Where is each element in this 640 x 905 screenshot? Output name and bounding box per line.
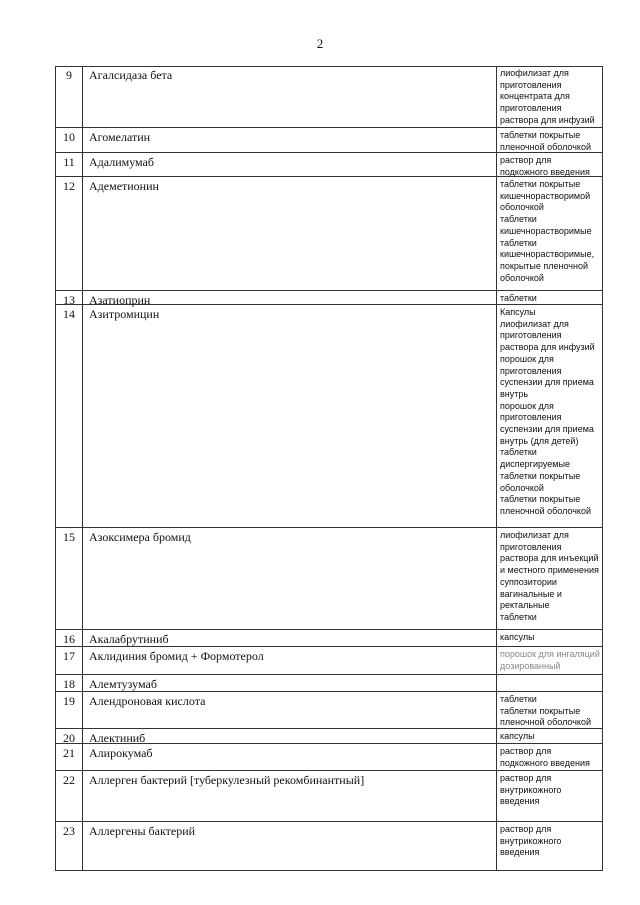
dosage-form-line: ректальные [500, 600, 550, 611]
drug-name: Азатиоприн [82, 291, 496, 304]
dosage-form-line: покрытые пленочной [500, 260, 588, 271]
dosage-forms [496, 128, 603, 152]
drug-name: Адалимумаб [82, 153, 496, 176]
dosage-forms [496, 528, 603, 629]
dosage-forms [496, 771, 603, 821]
dosage-form-line: внутрь (для детей) [500, 435, 579, 446]
drug-name: Аллерген бактерий [туберкулезный рекомбинантный] [82, 771, 496, 821]
dosage-form-line: суспензии для приема [500, 377, 594, 388]
table-row [55, 66, 603, 128]
dosage-form-line: таблетки [500, 293, 537, 303]
row-number: 10 [55, 128, 82, 152]
dosage-form-line: введения [500, 796, 540, 807]
dosage-form-line: и местного применения [500, 565, 599, 576]
table-row [55, 822, 603, 871]
dosage-form-line: пленочной оболочкой [500, 717, 591, 728]
table-row [55, 771, 603, 822]
dosage-form-line: введения [500, 847, 540, 858]
drug-name: Адеметионин [82, 177, 496, 290]
drug-name: Алектиниб [82, 729, 496, 743]
dosage-form-line: концентрата для [500, 91, 570, 102]
dosage-form-line: раствор для [500, 773, 552, 783]
dosage-forms [496, 630, 603, 646]
row-number: 16 [55, 630, 82, 646]
dosage-form-line: лиофилизат для [500, 530, 569, 540]
row-number: 17 [55, 647, 82, 674]
dosage-form-line: Капсулы [500, 307, 536, 317]
dosage-form-line: диспергируемые [500, 459, 570, 470]
dosage-form-line: таблетки [500, 694, 537, 704]
table-row [55, 528, 603, 630]
table-row [55, 647, 603, 675]
dosage-form-line: капсулы [500, 632, 535, 642]
dosage-form-line: раствор для [500, 824, 552, 834]
dosage-form-line: внутрикожного [500, 835, 562, 846]
dosage-form-line: приготовления [500, 541, 562, 552]
row-number: 15 [55, 528, 82, 629]
dosage-form-line: оболочкой [500, 272, 544, 283]
drug-name: Акалабрутиниб [82, 630, 496, 646]
dosage-form-line: раствора для инъекций [500, 553, 599, 564]
dosage-form-line: суспензии для приема [500, 424, 594, 435]
row-number: 19 [55, 692, 82, 728]
dosage-forms [496, 744, 603, 770]
dosage-form-line: порошок для [500, 400, 554, 411]
dosage-form-line: оболочкой [500, 202, 544, 213]
row-number: 21 [55, 744, 82, 770]
dosage-form-line: капсулы [500, 731, 535, 741]
dosage-forms [496, 729, 603, 743]
dosage-form-line: раствор для [500, 746, 552, 756]
drug-name: Азоксимера бромид [82, 528, 496, 629]
dosage-form-line: приготовления [500, 365, 562, 376]
dosage-forms [496, 305, 603, 527]
dosage-form-line: дозированный [500, 660, 561, 671]
dosage-form-line: внутрикожного [500, 784, 562, 795]
table-row [55, 128, 603, 153]
dosage-forms [496, 822, 603, 870]
row-number: 14 [55, 305, 82, 527]
table-row [55, 305, 603, 528]
row-number: 20 [55, 729, 82, 743]
drug-name: Алемтузумаб [82, 675, 496, 691]
dosage-form-line: раствора для инфузий [500, 114, 595, 125]
row-number: 11 [55, 153, 82, 176]
table-row [55, 153, 603, 177]
dosage-form-line: таблетки покрытые [500, 470, 581, 481]
dosage-form-line: таблетки покрытые [500, 705, 581, 716]
dosage-form-line: вагинальные и [500, 588, 562, 599]
table-row [55, 675, 603, 692]
dosage-form-line: таблетки покрытые [500, 130, 581, 140]
row-number: 12 [55, 177, 82, 290]
table-row [55, 744, 603, 771]
row-number: 18 [55, 675, 82, 691]
dosage-form-line: приготовления [500, 79, 562, 90]
dosage-form-line: таблетки [500, 237, 537, 248]
dosage-form-line: оболочкой [500, 482, 544, 493]
dosage-form-line: кишечнорастворимой [500, 190, 591, 201]
dosage-forms [496, 647, 603, 674]
dosage-form-line: таблетки покрытые [500, 494, 581, 505]
dosage-form-line: приготовления [500, 330, 562, 341]
drug-name: Аллергены бактерий [82, 822, 496, 870]
dosage-form-line: подкожного введения [500, 757, 590, 768]
dosage-form-line: раствор для [500, 155, 552, 165]
page-number: 2 [316, 36, 324, 51]
drug-name: Агомелатин [82, 128, 496, 152]
drug-name: Алендроновая кислота [82, 692, 496, 728]
row-number: 13 [55, 291, 82, 304]
dosage-form-line: кишечнорастворимые, [500, 249, 595, 260]
dosage-form-line: кишечнорастворимые [500, 225, 592, 236]
dosage-form-line: приготовления [500, 412, 562, 423]
dosage-forms [496, 177, 603, 290]
dosage-form-line: порошок для ингаляций [500, 649, 600, 659]
row-number: 23 [55, 822, 82, 870]
dosage-forms [496, 675, 603, 691]
dosage-form-line: таблетки [500, 214, 537, 225]
dosage-form-line: приготовления [500, 103, 562, 114]
dosage-form-line: подкожного введения [500, 166, 590, 177]
dosage-form-line: порошок для [500, 353, 554, 364]
drug-name: Алирокумаб [82, 744, 496, 770]
table-row [55, 630, 603, 647]
row-number: 22 [55, 771, 82, 821]
dosage-form-line: пленочной оболочкой [500, 141, 591, 152]
dosage-form-line: лиофилизат для [500, 318, 569, 329]
dosage-form-line: пленочной оболочкой [500, 505, 591, 516]
dosage-form-line: раствора для инфузий [500, 342, 595, 353]
table-row [55, 291, 603, 305]
table-row [55, 729, 603, 744]
dosage-form-line: внутрь [500, 388, 529, 399]
dosage-form-line: лиофилизат для [500, 68, 569, 78]
dosage-form-line: таблетки [500, 447, 537, 458]
dosage-form-line: таблетки покрытые [500, 179, 581, 189]
drug-name: Азитромицин [82, 305, 496, 527]
dosage-forms [496, 66, 603, 127]
table-row [55, 177, 603, 291]
drug-name: Агалсидаза бета [82, 66, 496, 127]
dosage-forms [496, 153, 603, 176]
dosage-forms [496, 692, 603, 728]
dosage-form-line: суппозитории [500, 576, 557, 587]
dosage-forms [496, 291, 603, 304]
table-row [55, 692, 603, 729]
row-number: 9 [55, 66, 82, 127]
drug-name: Аклидиния бромид + Формотерол [82, 647, 496, 674]
dosage-form-line: таблетки [500, 611, 537, 622]
